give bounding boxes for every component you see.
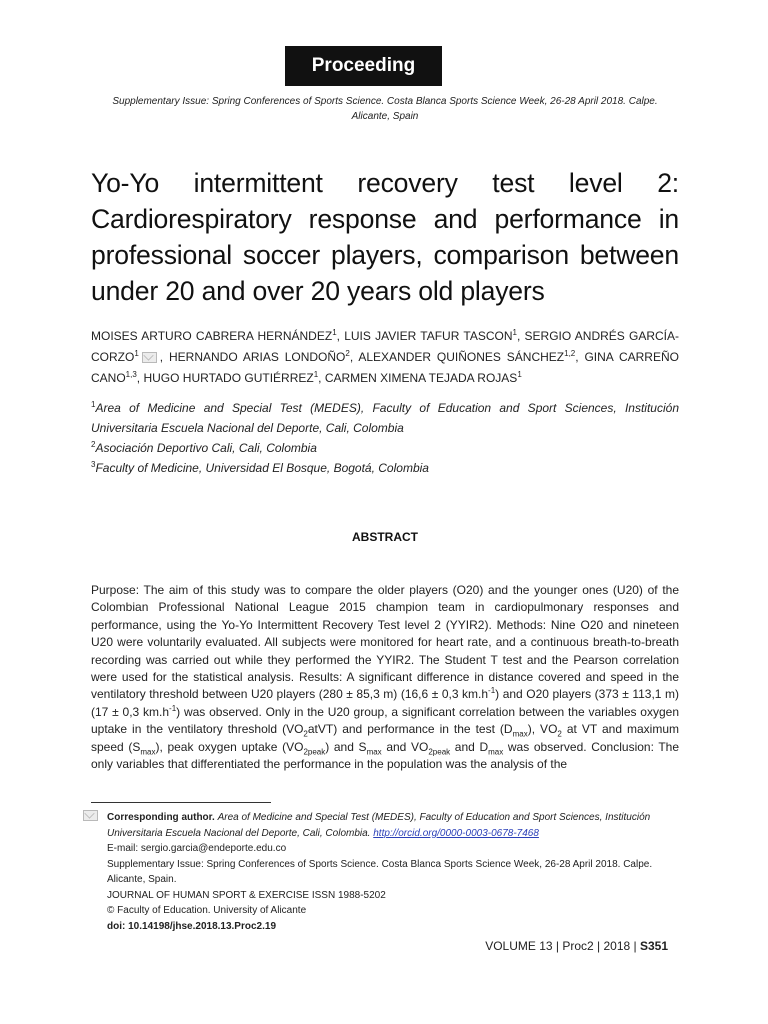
abstract-text: ) was observed. Only in the U20 group, a significant correlation between the variables oxygen uptake in the ventilatory threshold (VO xyxy=(91,704,679,737)
page-footer xyxy=(485,939,668,953)
copyright-line: © Faculty of Education. University of Alicante xyxy=(107,905,307,916)
author-name: HUGO HURTADO GUTIÉRREZ xyxy=(143,371,314,385)
supplementary-line-1: Supplementary Issue: Spring Conferences of Sports Science. Costa Blanca Sports Science Week, 26-28 April 2018. Calpe. xyxy=(112,96,658,107)
affiliation-text: Faculty of Medicine, Universidad El Bosque, Bogotá, Colombia xyxy=(95,461,429,475)
abstract-subscript: max xyxy=(512,729,528,739)
author-affiliation-mark: 1,2 xyxy=(564,349,576,358)
abstract-text: was observed. Conclusion: The only variables that differentiated the performance in the population was the analysis of the xyxy=(91,739,679,772)
abstract-text: and VO xyxy=(381,739,429,754)
affiliation-item xyxy=(91,398,679,438)
abstract-text: and D xyxy=(450,739,489,754)
supplementary-issue-header xyxy=(92,94,678,124)
author-name: MOISES ARTURO CABRERA HERNÁNDEZ xyxy=(91,329,333,343)
abstract-subscript: max xyxy=(488,747,504,757)
author-name: HERNANDO ARIAS LONDOÑO xyxy=(168,350,346,364)
author-affiliation-mark: 1 xyxy=(512,328,517,337)
abstract-text: ), VO xyxy=(527,722,558,737)
journal-line: JOURNAL OF HUMAN SPORT & EXERCISE ISSN 1988-5202 xyxy=(107,889,386,901)
envelope-icon xyxy=(83,810,98,821)
abstract-subscript: 2 xyxy=(303,729,308,739)
envelope-icon[interactable] xyxy=(142,352,157,363)
author-separator: , xyxy=(575,350,585,364)
paper-title: Yo-Yo intermittent recovery test level 2: Cardiorespiratory response and performance in professional soccer players, comparison between under 20 and over 20 years old players xyxy=(91,168,679,306)
affiliation-item xyxy=(91,458,679,478)
affiliation-number: 3 xyxy=(91,460,96,469)
author-affiliation-mark: 1 xyxy=(134,349,139,358)
author-affiliation-mark: 2 xyxy=(345,349,350,358)
affiliation-list xyxy=(91,398,679,478)
abstract-heading: ABSTRACT xyxy=(352,530,418,544)
abstract-superscript: -1 xyxy=(169,703,177,713)
doi-line: doi: 10.14198/jhse.2018.13.Proc2.19 xyxy=(107,920,276,932)
author-separator: , xyxy=(336,329,345,343)
abstract-text: at VT and maximum speed (S xyxy=(91,722,679,754)
supplementary-note: Supplementary Issue: Spring Conferences of Sports Science. Costa Blanca Sports Science Week, 26-28 April 2018. Calpe. Alicante, Spain. xyxy=(107,858,653,885)
abstract-text: Purpose: The aim of this study was to compare the older players (O20) and the younger ones (U20) of the Colombian Professional National League 2015 champion team in cardiopulmonary responses and performance, using the Yo-Yo Intermittent Recovery Test level 2 (YYIR2). Methods: Nine O20 and nineteen U20 were voluntarily evaluated. All subjects were monitored for heart rate, and a continuous breath-to-breath recording was carried out while they performed the YYIR2. The Student T test and the Pearson correlation were used for the statistical analysis. Results: A significant difference in distance covered and speed in the ventilatory threshold between U20 players (280 ± 85,3 m) (16,6 ± 0,3 km.h xyxy=(91,583,679,702)
supplementary-line-2: Alicante, Spain xyxy=(351,111,419,122)
author-separator: , xyxy=(516,329,525,343)
author-affiliation-mark: 1 xyxy=(517,370,522,379)
abstract-text: ), peak oxygen uptake (VO xyxy=(155,739,304,754)
author-list xyxy=(91,326,679,389)
proceeding-badge: Proceeding xyxy=(285,46,442,86)
author-affiliation-mark: 1,3 xyxy=(125,370,137,379)
corresponding-author-affiliation: Area of Medicine and Special Test (MEDES), Faculty of Education and Sport Sciences, Institución Universitaria Escuela Nacional del Deporte, Cali, Colombia. xyxy=(107,812,651,839)
author-name: SERGIO ANDRÉS GARCÍA-CORZO xyxy=(91,329,680,364)
author-separator: , xyxy=(349,350,359,364)
footnote-divider xyxy=(91,802,271,803)
affiliation-number: 2 xyxy=(91,440,96,449)
abstract-body xyxy=(91,582,679,778)
author-separator: , xyxy=(318,371,325,385)
author-separator: , xyxy=(136,371,144,385)
corresponding-author-label: Corresponding author. xyxy=(107,812,215,823)
author-affiliation-mark: 1 xyxy=(332,328,337,337)
page-number: S351 xyxy=(639,939,668,953)
affiliation-number: 1 xyxy=(91,400,96,409)
abstract-subscript: 2 xyxy=(557,729,562,739)
author-affiliation-mark: 1 xyxy=(313,370,319,379)
author-name: LUIS JAVIER TAFUR TASCON xyxy=(344,329,513,343)
author-name: GINA CARREÑO CANO xyxy=(91,350,679,385)
abstract-subscript: max xyxy=(366,747,382,757)
affiliation-text: Asociación Deportivo Cali, Cali, Colombia xyxy=(95,441,317,455)
abstract-text: ) and O20 players (373 ± 113,1 m) (17 ± 0,3 km.h xyxy=(91,687,679,719)
volume-info: VOLUME 13 | Proc2 | 2018 | xyxy=(485,939,637,953)
abstract-superscript: -1 xyxy=(488,686,496,696)
abstract-text: ) and S xyxy=(325,739,367,754)
orcid-link[interactable]: http://orcid.org/0000-0003-0678-7468 xyxy=(373,827,539,839)
affiliation-text: Area of Medicine and Special Test (MEDES), Faculty of Education and Sport Sciences, Institución Universitaria Escuela Nacional del Deporte, Cali, Colombia xyxy=(91,401,679,435)
abstract-subscript: 2peak xyxy=(303,747,326,757)
author-name: CARMEN XIMENA TEJADA ROJAS xyxy=(324,371,518,385)
email-line: E-mail: sergio.garcia@endeporte.edu.co xyxy=(107,843,287,854)
abstract-subscript: 2peak xyxy=(428,747,451,757)
affiliation-item xyxy=(91,438,679,458)
abstract-text: atVT) and performance in the test (D xyxy=(307,722,513,737)
abstract-subscript: max xyxy=(140,747,156,757)
author-name: ALEXANDER QUIÑONES SÁNCHEZ xyxy=(358,350,565,364)
footnotes xyxy=(107,810,677,934)
corresponding-author-note xyxy=(107,810,677,841)
author-separator: , xyxy=(159,350,169,364)
